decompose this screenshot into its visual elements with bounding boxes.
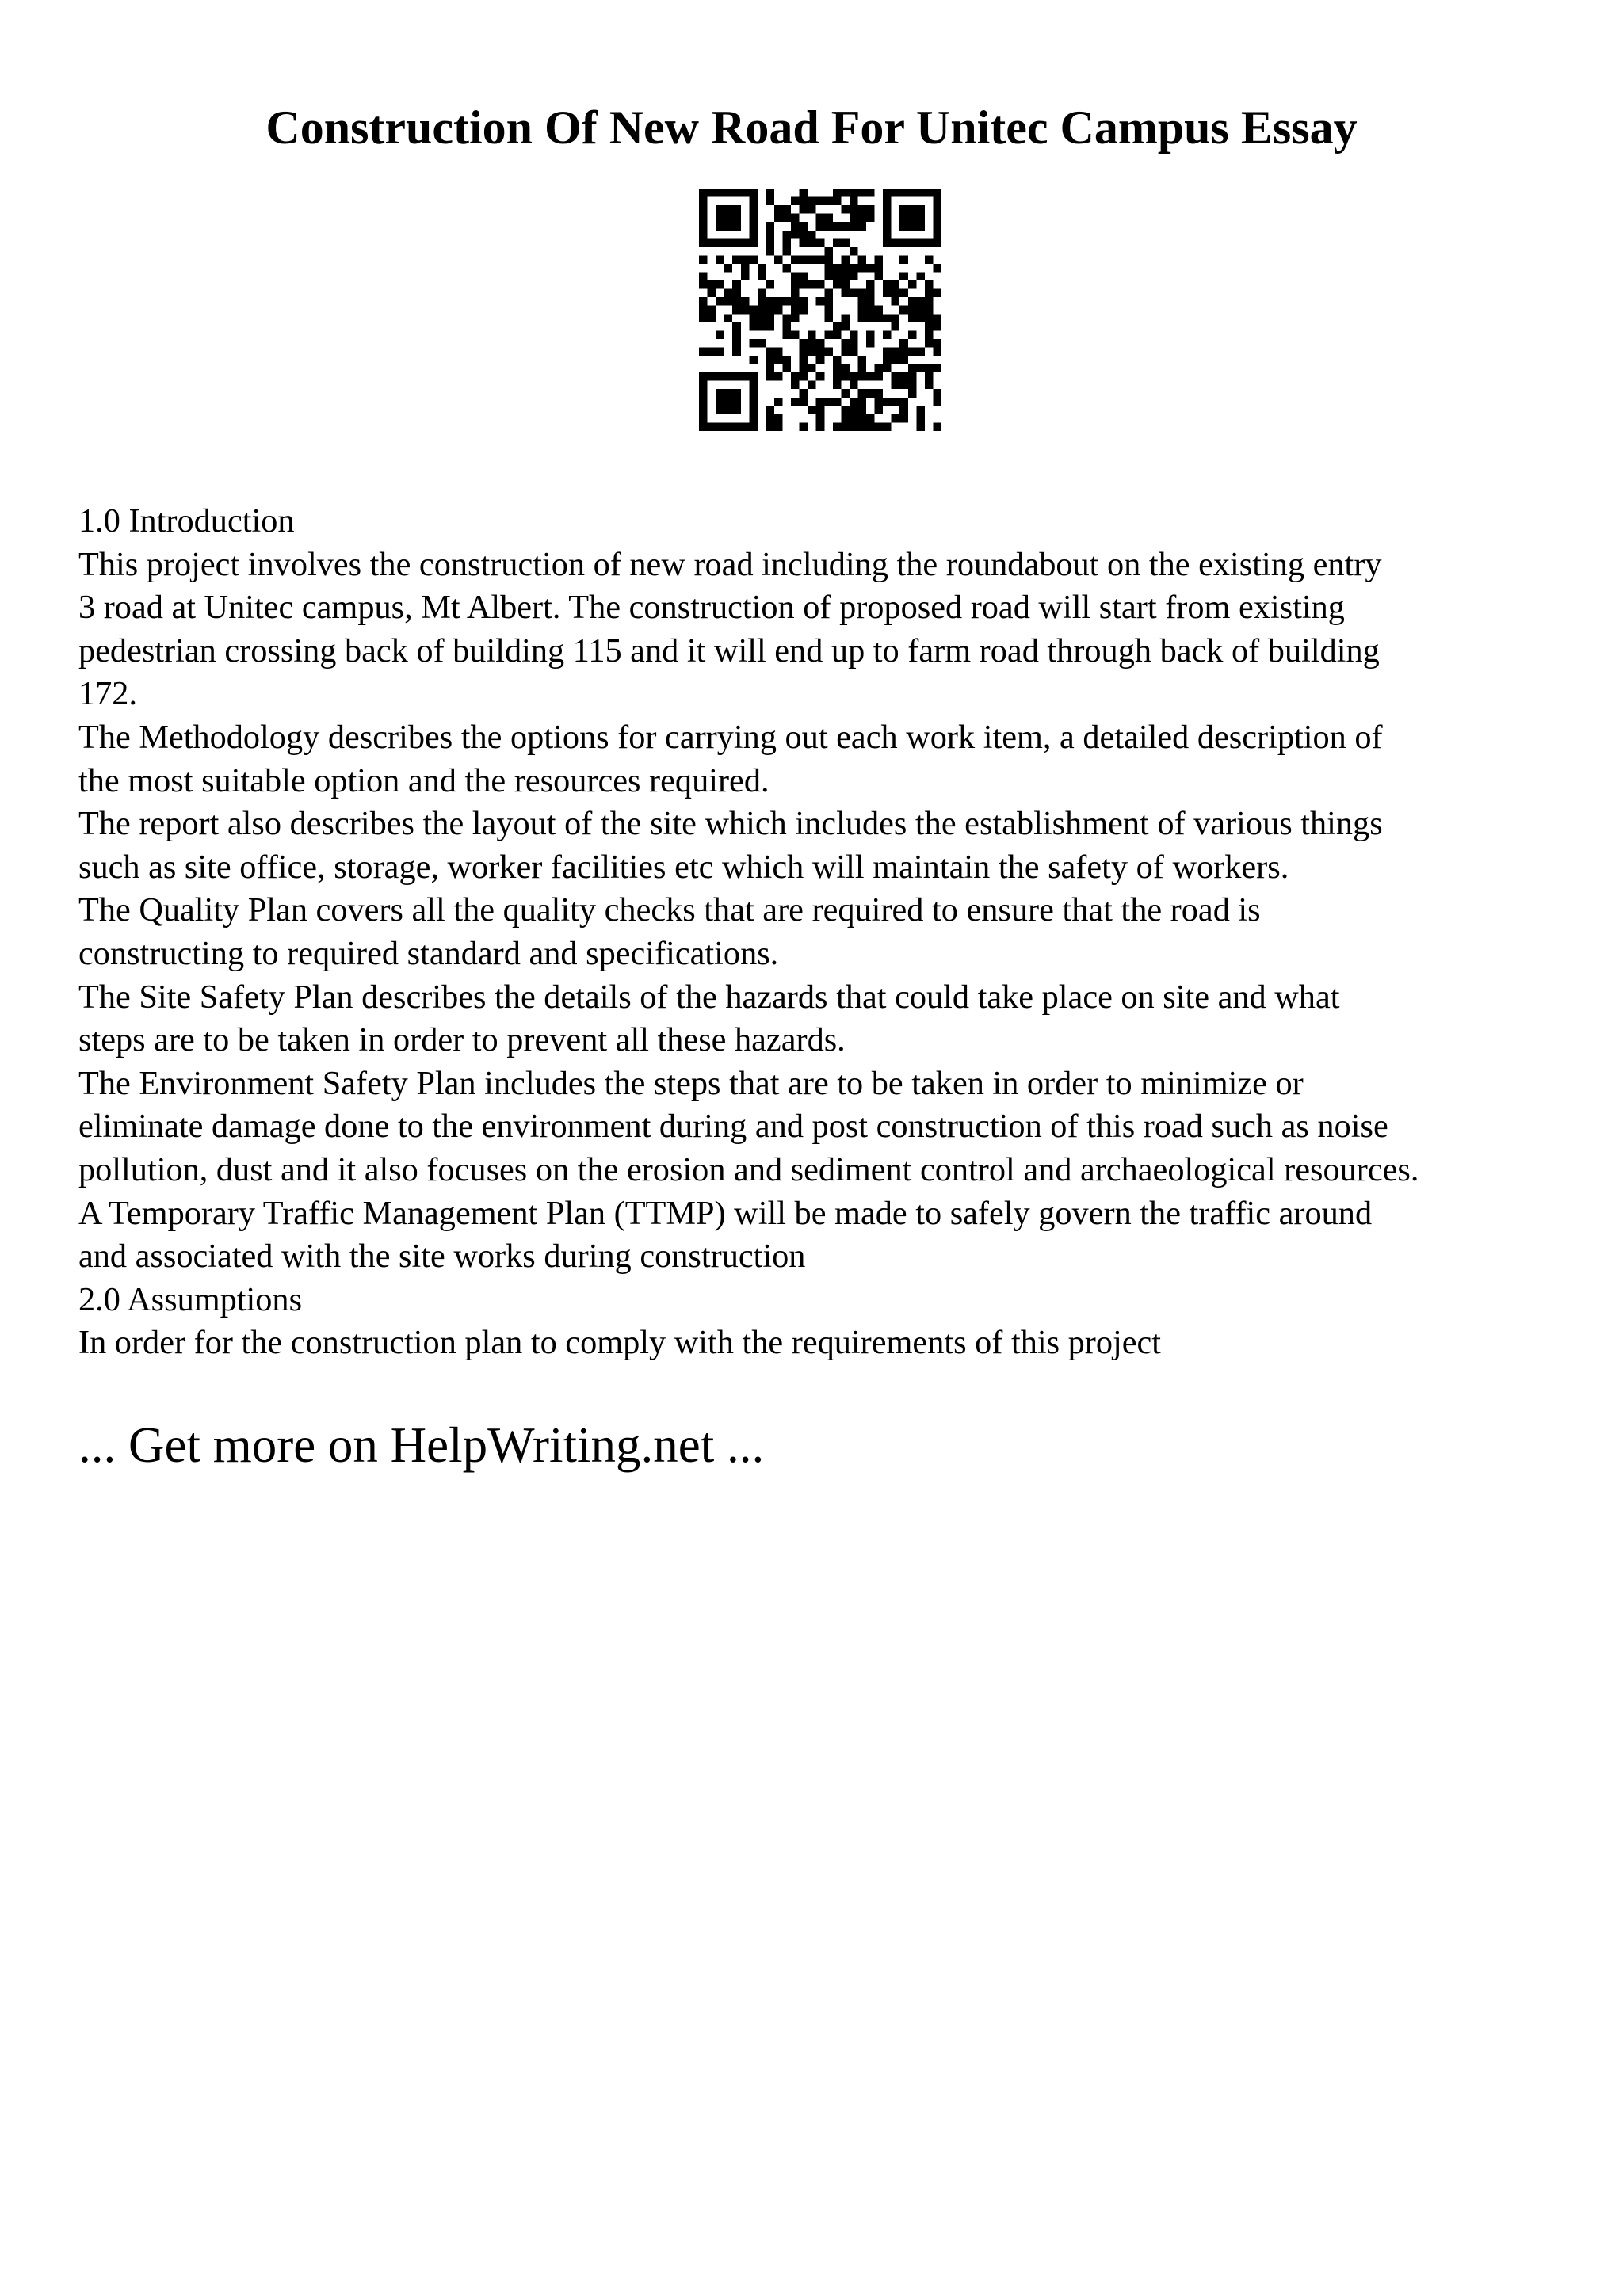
paragraph-site-layout: The report also describes the layout of the site which includes the establishment of various things such as site office, storage, worker facilities etc which will maintain the safety of workers. — [78, 805, 1383, 886]
get-more-link[interactable]: ... Get more on HelpWriting.net ... — [78, 1417, 765, 1473]
qr-code-icon[interactable] — [699, 189, 941, 431]
section-heading-introduction: 1.0 Introduction — [78, 502, 295, 540]
paragraph-environment-safety-plan: The Environment Safety Plan includes the steps that are to be taken in order to minimize or eliminate damage done to the environment during and post construction of this road such as noise pollution, dust and it also focuses on the erosion and sediment control and archaeological resources. — [78, 1064, 1419, 1188]
paragraph-quality-plan: The Quality Plan covers all the quality checks that are required to ensure that the road is constructing to required standard and specifications. — [78, 891, 1261, 972]
paragraph-project-overview: This project involves the construction of new road including the roundabout on the existing entry 3 road at Unitec campus, Mt Albert. The construction of proposed road will start from existing pedestrian crossing back of building 115 and it will end up to farm road through back of building 172. — [78, 545, 1382, 713]
paragraph-site-safety-plan: The Site Safety Plan describes the details of the hazards that could take place on site and what steps are to be taken in order to prevent all these hazards. — [78, 978, 1340, 1059]
essay-body — [78, 500, 1584, 1365]
paragraph-traffic-management-plan: A Temporary Traffic Management Plan (TTMP) will be made to safely govern the traffic around and associated with the site works during construction — [78, 1194, 1373, 1276]
document-title: Construction Of New Road For Unitec Campus Essay — [265, 101, 1358, 154]
section-heading-assumptions: 2.0 Assumptions — [78, 1280, 303, 1318]
paragraph-methodology: The Methodology describes the options for carrying out each work item, a detailed description of the most suitable option and the resources required. — [78, 718, 1383, 799]
paragraph-assumptions: In order for the construction plan to comply with the requirements of this project — [78, 1324, 1162, 1362]
